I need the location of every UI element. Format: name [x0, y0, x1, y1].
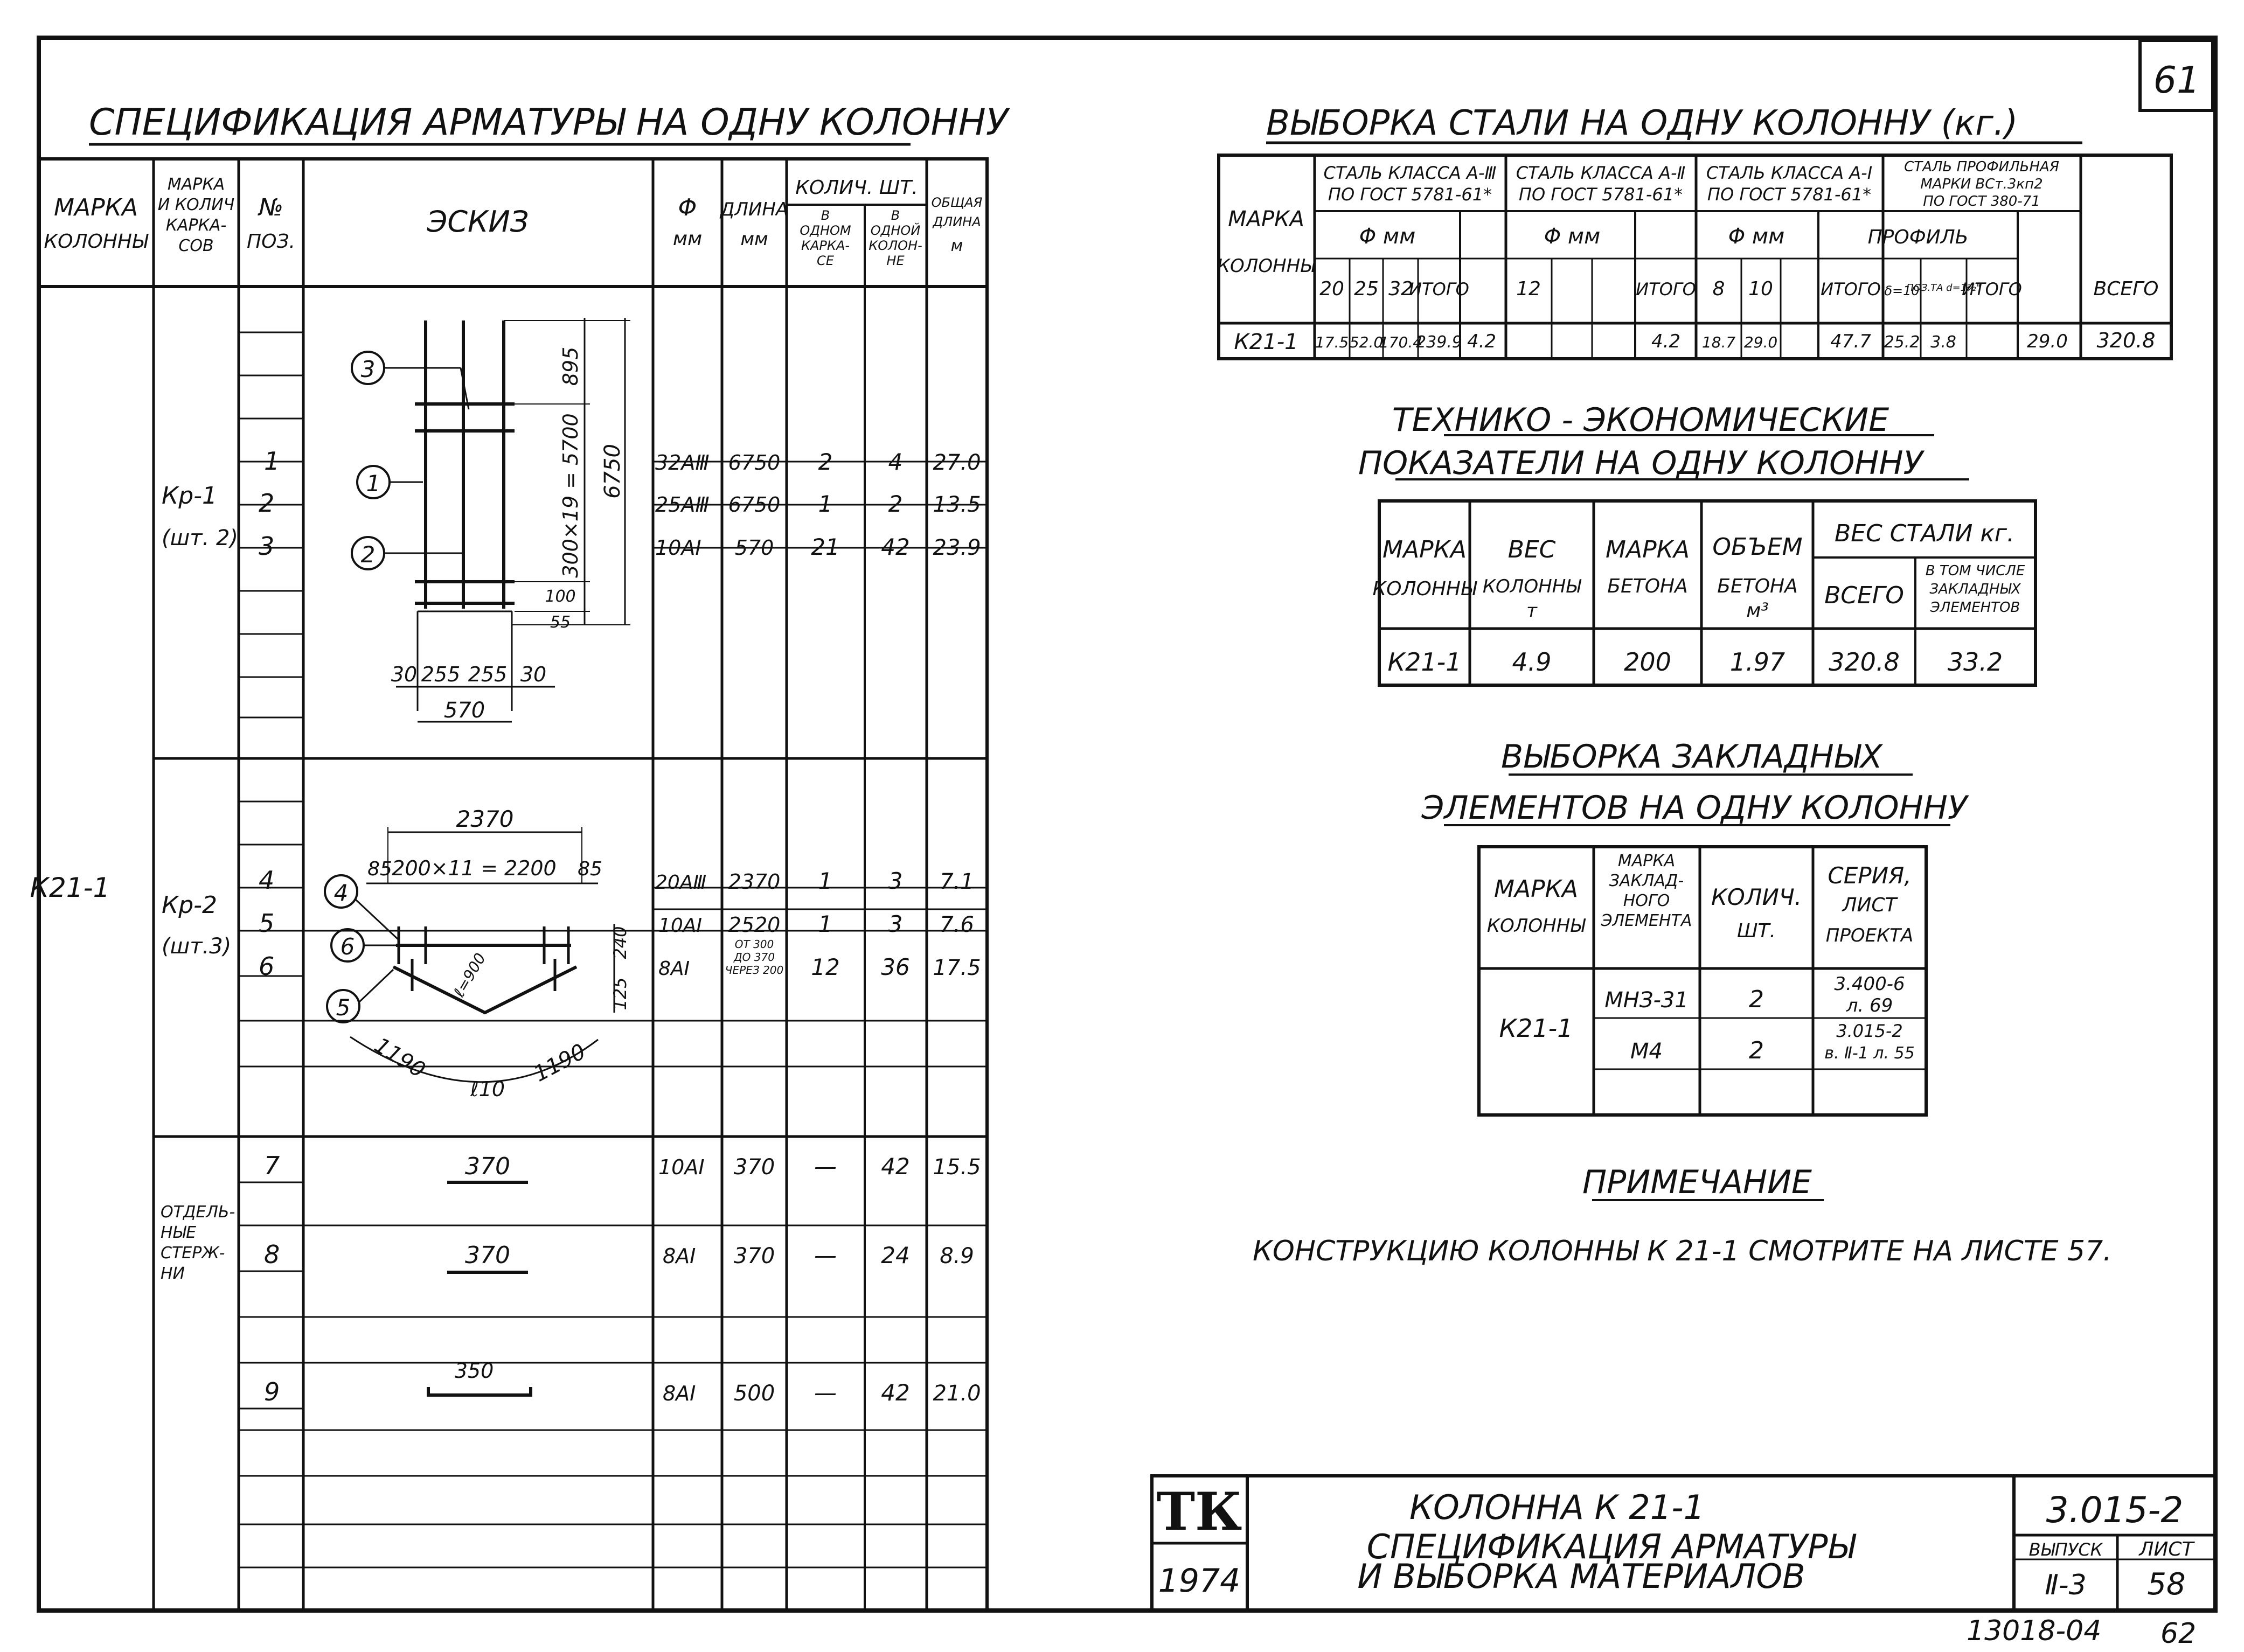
dim-125: 125 [610, 977, 630, 1010]
row-pos: 9 [264, 1377, 280, 1406]
hdr-qty-frame-1: В [821, 208, 830, 223]
steel-row-a1-8: 18.7 [1701, 333, 1736, 351]
steel-row-a3-20: 17.5 [1315, 333, 1349, 351]
embedded-hdr-qty-2: ШТ. [1737, 920, 1776, 942]
tech-hdr-embedded-2: ЗАКЛАДНЫХ [1929, 581, 2021, 597]
row-qty-frame: 21 [811, 534, 840, 560]
row-len: 2370 [728, 870, 781, 894]
hdr-frame-mark-1: МАРКА [167, 175, 225, 194]
tech-hdr-mark-2: КОЛОННЫ [1372, 578, 1477, 600]
hdr-frame-mark-3: КАРКА- [165, 216, 227, 235]
tech-hdr-weight-3: т [1526, 600, 1537, 622]
hdr-qty-column-4: НЕ [886, 253, 905, 268]
embedded-hdr-series-1: СЕРИЯ, [1828, 862, 1912, 889]
title-sheet: 58 [2147, 1567, 2186, 1602]
row-qty-column: 3 [888, 911, 903, 937]
group-kr2-label-2: (шт.3) [162, 934, 232, 959]
spec-row-9 [264, 1377, 981, 1406]
row-len: 2520 [728, 913, 781, 937]
row-pos: 1 [264, 447, 280, 476]
dim-1190-right: 1190 [530, 1039, 590, 1087]
embedded-row-series-2: в. Ⅱ-1 л. 55 [1824, 1044, 1915, 1063]
row-qty-column: 4 [888, 449, 903, 475]
steel-row-a2-total: 4.2 [1651, 331, 1681, 352]
embedded-title-2: ЭЛЕМЕНТОВ НА ОДНУ КОЛОННУ [1421, 789, 1968, 827]
embedded-row-series-2: л. 69 [1846, 995, 1893, 1016]
hdr-diameter-1: Φ [678, 194, 697, 221]
tech-row-embedded: 33.2 [1947, 647, 2003, 677]
steel-sub-a2-total: ИТОГО [1636, 279, 1696, 299]
steel-hdr-profile-1: СТАЛЬ ПРОФИЛЬНАЯ [1904, 159, 2059, 175]
row-len: 500 [733, 1381, 775, 1406]
tech-hdr-total: ВСЕГО [1824, 582, 1904, 609]
spec-row-8 [264, 1240, 974, 1269]
title-issue: Ⅱ-3 [2045, 1569, 2087, 1601]
row-qty-frame: 12 [811, 954, 840, 980]
steel-title: ВЫБОРКА СТАЛИ НА ОДНУ КОЛОННУ (кг.) [1266, 103, 2018, 143]
row-total: 8.9 [940, 1244, 974, 1268]
row-qty-column: 3 [888, 868, 903, 894]
row-dia: 10АⅠ [655, 536, 701, 560]
row-total: 17.5 [933, 956, 981, 980]
group-kr1-label-1: Кр-1 [162, 482, 218, 510]
title-line-3: И ВЫБОРКА МАТЕРИАЛОВ [1357, 1557, 1805, 1596]
sketch8-dim: 370 [465, 1242, 510, 1269]
title-sheet-label: ЛИСТ [2139, 1538, 2194, 1560]
spec-table-grid [39, 159, 987, 1611]
steel-sub-a3-20: 20 [1319, 278, 1344, 300]
hdr-qty-column-2: ОДНОЙ [870, 223, 921, 238]
steel-sub-a2-12: 12 [1516, 278, 1541, 300]
row-pos: 4 [259, 866, 275, 895]
title-line-2: СПЕЦИФИКАЦИЯ АРМАТУРЫ [1366, 1527, 1856, 1566]
embedded-hdr-qty-1: КОЛИЧ. [1711, 884, 1802, 910]
row-qty-frame: 1 [818, 868, 833, 894]
row-total: 27.0 [933, 450, 981, 475]
row-dia: 10АⅠ [658, 915, 703, 937]
dim-895: 895 [559, 346, 582, 386]
callout-6: 6 [340, 933, 355, 960]
row-len: 570 [734, 536, 774, 560]
footer-page-number: 62 [2160, 1618, 2197, 1650]
hdr-qty-frame-2: ОДНОМ [800, 223, 851, 238]
embedded-col-mark: К21-1 [1499, 1014, 1573, 1043]
hdr-length-2: мм [740, 228, 768, 250]
steel-sub-profile-total: ИТОГО [1962, 279, 2022, 299]
tech-row-volume: 1.97 [1729, 647, 1786, 677]
dim-2200: 200×11 = 2200 [392, 856, 557, 880]
embedded-row-element: М4 [1630, 1039, 1663, 1064]
steel-hdr-a1-1: СТАЛЬ КЛАССА А-Ⅰ [1706, 163, 1873, 183]
dim-30-left: 30 [391, 663, 418, 686]
steel-hdr-dia-a1: Φ мм [1728, 224, 1785, 249]
row-total: 7.6 [940, 912, 974, 937]
dim-1190-left: 1190 [370, 1033, 430, 1083]
callout-3: 3 [360, 356, 376, 382]
steel-hdr-dia-a3: Φ мм [1359, 224, 1416, 249]
sketch-frame-kr2 [325, 806, 630, 1101]
tech-hdr-volume-3: м³ [1746, 600, 1769, 622]
row-dia: 32АⅢ [655, 451, 710, 475]
embedded-row-2 [1630, 1021, 1915, 1064]
steel-sub-a1-total: ИТОГО [1821, 279, 1881, 299]
title-code: 3.015-2 [2046, 1489, 2184, 1531]
row-len: 6750 [728, 451, 781, 475]
row-dia: 25АⅢ [655, 493, 710, 517]
dim-l900: ℓ=900 [450, 950, 490, 1000]
row-qty-column: 24 [881, 1242, 910, 1268]
row-dia: 20АⅢ [655, 872, 707, 894]
hdr-total-length-3: м [950, 236, 963, 255]
hdr-frame-mark-2: И КОЛИЧ [157, 196, 235, 214]
row-pos: 5 [259, 909, 275, 938]
steel-sub-profile-pipe: ПОЗ.ТА d=1½" [1906, 282, 1981, 294]
row-dia: 8АⅠ [663, 1382, 696, 1405]
dim-5700: 300×19 = 5700 [559, 413, 582, 578]
tech-title-1: ТЕХНИКО - ЭКОНОМИЧЕСКИЕ [1392, 401, 1889, 439]
tech-row-mark: К21-1 [1387, 647, 1462, 677]
sketch7-dim: 370 [465, 1153, 510, 1180]
hdr-sketch: ЭСКИЗ [427, 205, 529, 239]
steel-sub-profile-plate: δ=10 [1884, 283, 1920, 298]
row-pos: 6 [259, 952, 275, 981]
group-kr2-label-1: Кр-2 [162, 891, 218, 919]
hdr-length-1: ДЛИНА [720, 199, 789, 220]
embedded-hdr-series-2: ЛИСТ [1842, 894, 1897, 916]
steel-row-a3-25: 52.0 [1349, 333, 1384, 351]
row-dia: 8АⅠ [663, 1244, 696, 1268]
hdr-pos-2: ПОЗ. [247, 231, 295, 253]
dim-55: 55 [550, 613, 571, 632]
dim-100: 100 [545, 587, 576, 606]
dim-255-left: 255 [421, 663, 461, 686]
row-len-line-3: ЧЕРЕЗ 200 [725, 964, 784, 977]
row-dia: 10АⅠ [658, 1155, 705, 1179]
hdr-total-length-1: ОБЩАЯ [931, 195, 983, 210]
steel-row-profile-pipe: 3.8 [1930, 333, 1956, 352]
tech-hdr-embedded-1: В ТОМ ЧИСЛЕ [1925, 563, 2025, 579]
hdr-qty: КОЛИЧ. ШТ. [795, 177, 918, 199]
hdr-frame-mark-4: СОВ [178, 236, 214, 255]
tech-hdr-concrete-1: МАРКА [1606, 536, 1690, 563]
row-pos: 7 [264, 1151, 280, 1180]
group-separate-label-3: СТЕРЖ- [161, 1244, 225, 1263]
tech-hdr-concrete-2: БЕТОНА [1607, 575, 1688, 597]
row-len: 6750 [728, 493, 781, 517]
embedded-hdr-mark-1: МАРКА [1494, 875, 1578, 903]
row-pos: 2 [259, 489, 275, 518]
hdr-qty-column-3: КОЛОН- [869, 238, 922, 253]
title-issue-label: ВЫПУСК [2028, 1539, 2103, 1560]
dim-85-left: 85 [367, 858, 392, 880]
footer-order-number: 13018-04 [1967, 1615, 2102, 1647]
row-pos: 8 [264, 1240, 280, 1269]
dim-240: 240 [610, 926, 630, 959]
callout-1: 1 [366, 470, 381, 497]
hdr-diameter-2: мм [672, 228, 703, 250]
tech-row-weight: 4.9 [1512, 647, 1552, 677]
sketch-bar-8 [447, 1242, 528, 1272]
row-qty-frame: — [814, 1379, 837, 1406]
hdr-pos-1: № [259, 194, 283, 221]
steel-hdr-mark-2: КОЛОННЫ [1217, 255, 1316, 277]
spec-row-7 [264, 1151, 981, 1180]
tech-row-concrete: 200 [1624, 647, 1671, 677]
steel-row-mark: К21-1 [1234, 330, 1298, 354]
group-separate-label-1: ОТДЕЛЬ- [161, 1203, 235, 1222]
row-total: 15.5 [933, 1155, 981, 1180]
embedded-hdr-element-1: МАРКА [1617, 852, 1676, 870]
sketch-bar-7 [447, 1153, 528, 1182]
callout-5: 5 [336, 994, 351, 1021]
steel-row-a1-10: 29.0 [1743, 333, 1778, 351]
sketch9-dim: 350 [454, 1359, 494, 1383]
tech-data-row [1387, 647, 2003, 677]
dim-85-right: 85 [578, 858, 602, 880]
embedded-hdr-element-2: ЗАКЛАД- [1609, 872, 1684, 890]
steel-hdr-a3-1: СТАЛЬ КЛАССА А-Ⅲ [1323, 163, 1497, 183]
group-separate-label-4: НИ [161, 1264, 185, 1283]
row-qty-frame: 2 [818, 449, 833, 475]
hdr-qty-frame-3: КАРКА- [801, 238, 850, 253]
steel-hdr-a3-2: ПО ГОСТ 5781-61* [1328, 184, 1492, 205]
steel-hdr-profile-2: МАРКИ ВСт.3кп2 [1920, 176, 2043, 192]
steel-row-profile-plate: 25.2 [1884, 333, 1920, 352]
dim-30-right: 30 [520, 663, 547, 686]
steel-sub-a1-8: 8 [1712, 278, 1725, 300]
column-mark: К21-1 [30, 872, 110, 903]
tech-title-2: ПОКАЗАТЕЛИ НА ОДНУ КОЛОННУ [1358, 444, 1923, 482]
hdr-total-length-2: ДЛИНА [933, 214, 981, 229]
row-pos: 3 [259, 532, 275, 561]
row-dia: 8АⅠ [658, 958, 690, 980]
steel-hdr-a1-2: ПО ГОСТ 5781-61* [1707, 184, 1872, 205]
steel-sub-a1-10: 10 [1748, 278, 1773, 300]
title-line-1: КОЛОННА К 21-1 [1409, 1488, 1705, 1527]
embedded-row-element: МНЗ-31 [1604, 988, 1689, 1013]
steel-hdr-profile: ПРОФИЛЬ [1867, 226, 1969, 248]
tech-row-total: 320.8 [1829, 647, 1900, 677]
row-total: 23.9 [933, 535, 981, 560]
row-total: 21.0 [933, 1381, 981, 1406]
row-total: 7.1 [940, 869, 974, 894]
embedded-hdr-element-3: НОГО [1623, 891, 1670, 910]
embedded-row-series-1: 3.400-6 [1834, 973, 1905, 995]
steel-sub-a3-25: 25 [1354, 278, 1379, 300]
embedded-hdr-element-4: ЭЛЕМЕНТА [1601, 911, 1692, 930]
tech-hdr-volume-1: ОБЪЕМ [1712, 533, 1803, 561]
embedded-row-qty: 2 [1749, 986, 1764, 1013]
tech-hdr-mark-1: МАРКА [1382, 536, 1467, 563]
tech-hdr-embedded-3: ЭЛЕМЕНТОВ [1930, 600, 2020, 616]
row-qty-frame: — [814, 1153, 837, 1180]
steel-row-grand-total: 320.8 [2096, 329, 2156, 352]
hdr-column-mark-2: КОЛОННЫ [44, 231, 148, 253]
dim-570: 570 [443, 698, 485, 723]
row-qty-column: 42 [881, 1379, 910, 1406]
row-qty-column: 36 [881, 954, 910, 980]
callout-2: 2 [360, 541, 376, 568]
steel-hdr-profile-3: ПО ГОСТ 380-71 [1923, 193, 2040, 210]
hdr-column-mark-1: МАРКА [54, 194, 138, 221]
dim-l10: ℓ10 [470, 1077, 505, 1101]
spec-title: СПЕЦИФИКАЦИЯ АРМАТУРЫ НА ОДНУ КОЛОННУ [89, 101, 1009, 144]
title-year: 1974 [1158, 1562, 1241, 1600]
steel-hdr-a2-2: ПО ГОСТ 5781-61* [1518, 184, 1683, 205]
steel-sub-grand-total: ВСЕГО [2093, 278, 2159, 300]
title-logo: ТК [1156, 1481, 1242, 1542]
row-len-line-1: ОТ 300 [734, 938, 774, 951]
steel-row-a1-total: 47.7 [1830, 331, 1871, 352]
tech-hdr-steel: ВЕС СТАЛИ кг. [1834, 520, 2015, 547]
row-len-line-2: ДО 370 [734, 951, 775, 964]
steel-hdr-mark-1: МАРКА [1228, 207, 1304, 232]
tech-hdr-weight-2: КОЛОННЫ [1482, 576, 1581, 597]
row-total: 13.5 [933, 492, 981, 517]
embedded-title-1: ВЫБОРКА ЗАКЛАДНЫХ [1500, 738, 1883, 776]
row-qty-column: 42 [881, 534, 910, 560]
row-qty-column: 2 [888, 491, 903, 517]
tech-hdr-volume-2: БЕТОНА [1717, 575, 1798, 597]
row-qty-frame: — [814, 1242, 837, 1268]
sketch-frame-kr1 [352, 318, 630, 723]
steel-row-a3-32: 170.4 [1379, 333, 1423, 351]
callout-4: 4 [334, 880, 349, 906]
steel-row-profile-total: 29.0 [2027, 331, 2068, 352]
group-kr1-label-2: (шт. 2) [162, 526, 238, 550]
row-len: 370 [733, 1155, 775, 1180]
row-qty-frame: 1 [818, 491, 833, 517]
embedded-hdr-series-3: ПРОЕКТА [1825, 925, 1914, 946]
row-qty-frame: 1 [818, 911, 833, 937]
group-separate-label-2: НЫЕ [161, 1223, 197, 1242]
note-title: ПРИМЕЧАНИЕ [1582, 1163, 1812, 1201]
embedded-hdr-mark-2: КОЛОННЫ [1486, 915, 1586, 937]
steel-hdr-dia-a2: Φ мм [1544, 224, 1601, 249]
steel-sub-a3-total: ИТОГО [1409, 279, 1469, 299]
embedded-row-series-1: 3.015-2 [1836, 1021, 1903, 1041]
steel-sub-a3-32: 32 [1388, 278, 1413, 300]
tech-hdr-weight-1: ВЕС [1507, 536, 1556, 563]
dim-6750: 6750 [600, 444, 625, 499]
dim-255-right: 255 [468, 663, 508, 686]
row-qty-column: 42 [881, 1153, 910, 1180]
sketch-bar-9 [428, 1359, 531, 1395]
dim-2370: 2370 [456, 806, 514, 832]
sheet-number: 61 [2153, 59, 2200, 102]
steel-hdr-a2-1: СТАЛЬ КЛАССА А-Ⅱ [1516, 163, 1686, 183]
row-len: 370 [733, 1244, 775, 1268]
embedded-row-1 [1604, 973, 1905, 1016]
steel-row-a3-total: 239.9 [1416, 333, 1462, 352]
hdr-qty-frame-4: СЕ [817, 253, 834, 268]
spec-row-4 [259, 866, 974, 895]
hdr-qty-column-1: В [891, 208, 900, 223]
steel-row-a2-12: 4.2 [1467, 331, 1497, 352]
note-text: КОНСТРУКЦИЮ КОЛОННЫ К 21-1 СМОТРИТЕ НА ЛИСТЕ 57. [1253, 1235, 2112, 1267]
embedded-row-qty: 2 [1749, 1037, 1764, 1064]
